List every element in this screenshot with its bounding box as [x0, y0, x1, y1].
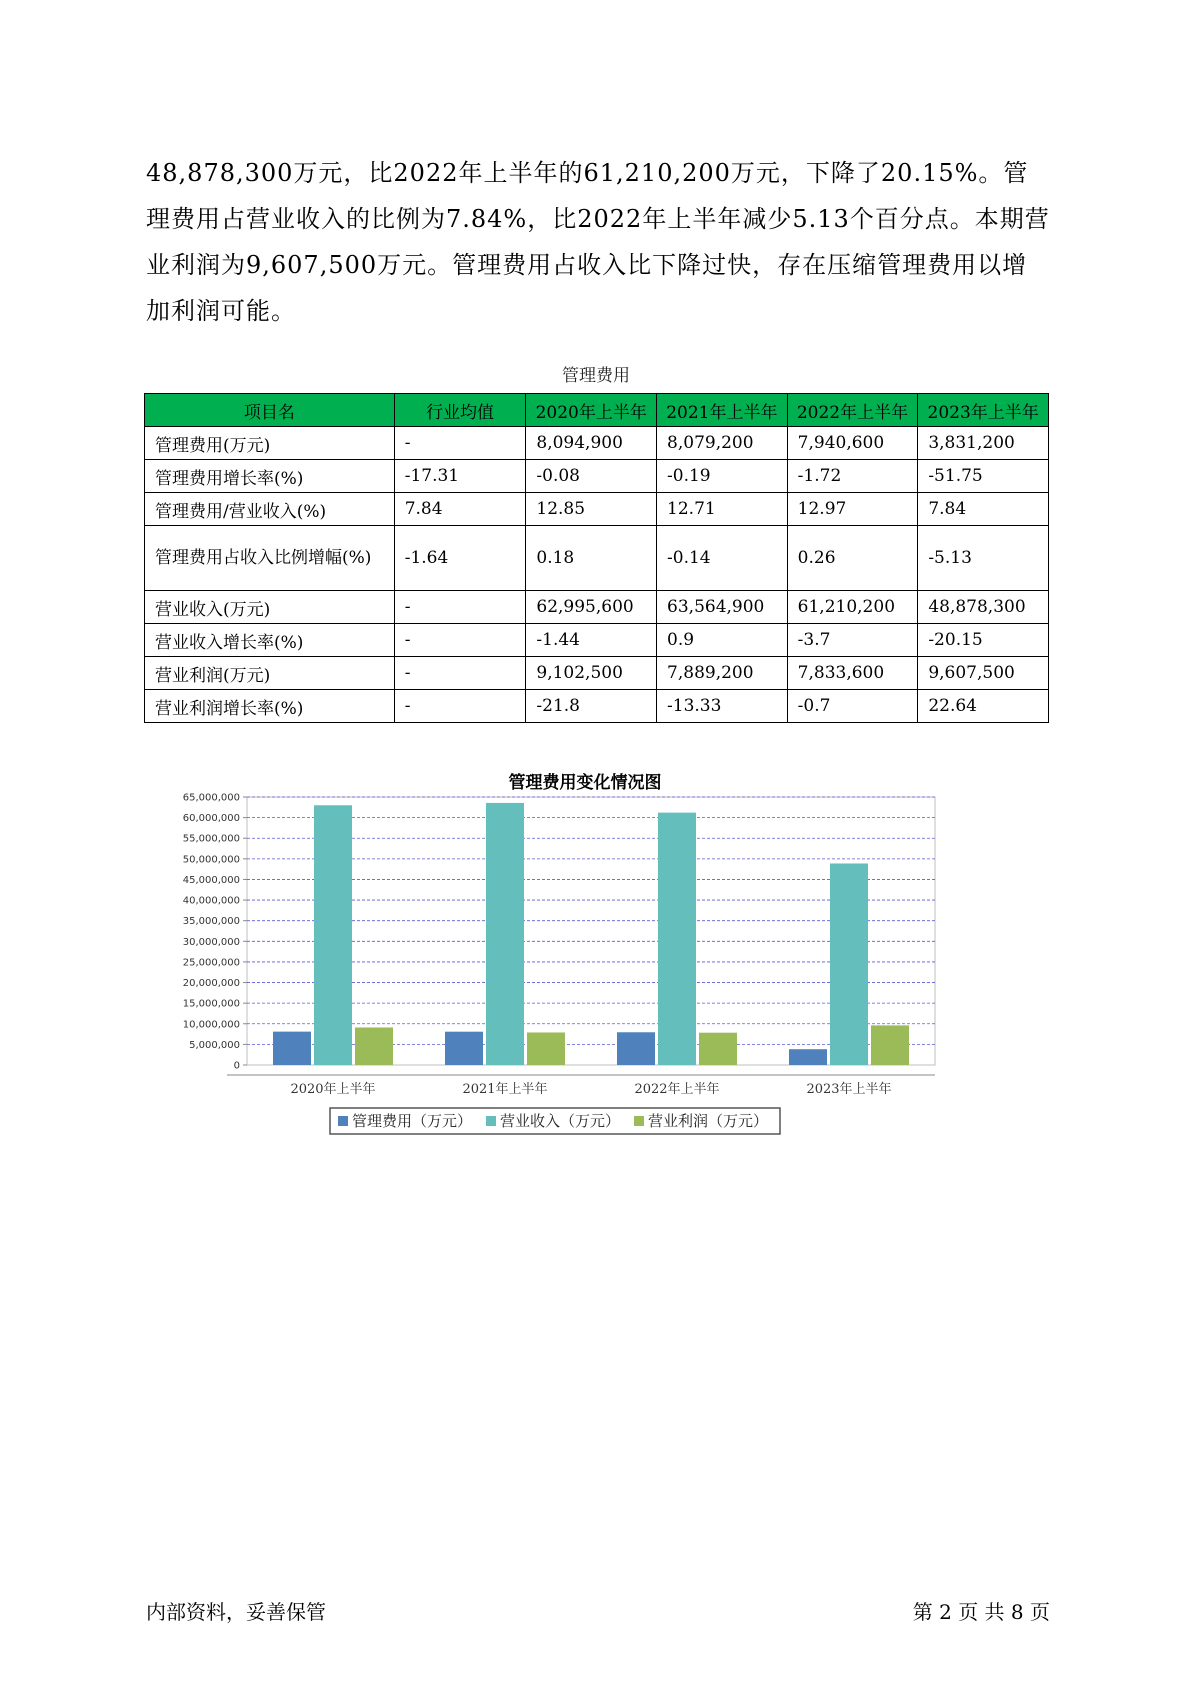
table-cell: 48,878,300 [918, 591, 1049, 624]
x-tick-label: 2021年上半年 [462, 1082, 548, 1097]
y-tick-label: 35,000,000 [182, 916, 240, 928]
header-cell: 2020年上半年 [526, 394, 657, 427]
table-row [145, 526, 1049, 591]
table-cell: -3.7 [787, 624, 918, 657]
table-cell: 管理费用/营业收入(%) [145, 493, 395, 526]
table-cell: 营业收入增长率(%) [145, 624, 395, 657]
table-cell: -0.08 [526, 460, 657, 493]
bar [314, 805, 352, 1065]
y-tick-label: 25,000,000 [182, 957, 240, 969]
header-cell: 2021年上半年 [657, 394, 788, 427]
header-cell: 行业均值 [394, 394, 526, 427]
table-cell: -1.44 [526, 624, 657, 657]
footer-confidential-note: 内部资料，妥善保管 [146, 1600, 326, 1624]
table-cell: 9,607,500 [918, 657, 1049, 690]
table-cell: 管理费用占收入比例增幅(%) [145, 526, 395, 591]
table-cell: 管理费用(万元) [145, 427, 395, 460]
table-cell: 3,831,200 [918, 427, 1049, 460]
bar [273, 1032, 311, 1065]
x-tick-label: 2023年上半年 [806, 1082, 892, 1097]
table-cell: - [394, 591, 526, 624]
y-tick-label: 10,000,000 [182, 1019, 240, 1031]
bar [789, 1049, 827, 1065]
y-tick-label: 15,000,000 [182, 998, 240, 1010]
table-cell: 管理费用增长率(%) [145, 460, 395, 493]
header-cell: 2022年上半年 [787, 394, 918, 427]
bar [486, 803, 524, 1065]
table-cell: 22.64 [918, 690, 1049, 723]
table-cell: 7.84 [394, 493, 526, 526]
table-cell: -20.15 [918, 624, 1049, 657]
table-cell: 7,889,200 [657, 657, 788, 690]
bar [445, 1032, 483, 1065]
bar [830, 863, 868, 1065]
table-row [145, 657, 1049, 690]
table-cell: -21.8 [526, 690, 657, 723]
expense-table [144, 393, 1049, 723]
y-tick-label: 5,000,000 [189, 1039, 240, 1051]
table-cell: -0.7 [787, 690, 918, 723]
table-cell: 8,079,200 [657, 427, 788, 460]
table-cell: 营业利润(万元) [145, 657, 395, 690]
table-cell: 7.84 [918, 493, 1049, 526]
legend-label: 营业利润（万元） [648, 1112, 769, 1130]
x-tick-label: 2020年上半年 [290, 1082, 376, 1097]
table-cell: 62,995,600 [526, 591, 657, 624]
table-cell: 7,833,600 [787, 657, 918, 690]
body-paragraph: 48,878,300万元，比2022年上半年的61,210,200万元，下降了20.15%。管理费用占营业收入的比例为7.84%，比2022年上半年减少5.13个百分点。本期营业利润为9,607,500万元。管理费用占收入比下降过快，存在压缩管理费用以增加利润可能。 [146, 159, 1050, 325]
table-cell: 12.85 [526, 493, 657, 526]
footer-page-number: 第 2 页 共 8 页 [912, 1600, 1050, 1624]
table-row [145, 690, 1049, 723]
y-tick-label: 50,000,000 [182, 854, 240, 866]
y-tick-label: 65,000,000 [182, 792, 240, 804]
table-cell: 9,102,500 [526, 657, 657, 690]
table-cell: 0.26 [787, 526, 918, 591]
table-title: 管理费用 [562, 366, 630, 386]
table-cell: -13.33 [657, 690, 788, 723]
table-cell: -5.13 [918, 526, 1049, 591]
table-cell: 0.18 [526, 526, 657, 591]
expense-bar-chart [140, 770, 1020, 1240]
y-tick-label: 55,000,000 [182, 833, 240, 845]
table-cell: - [394, 690, 526, 723]
bar [658, 813, 696, 1065]
bar [699, 1033, 737, 1065]
legend-swatch [338, 1116, 348, 1126]
bar [527, 1032, 565, 1065]
y-tick-label: 40,000,000 [182, 895, 240, 907]
table-cell: -51.75 [918, 460, 1049, 493]
table-cell: 12.71 [657, 493, 788, 526]
table-cell: - [394, 624, 526, 657]
y-tick-label: 30,000,000 [182, 936, 240, 948]
table-row [145, 493, 1049, 526]
table-row [145, 624, 1049, 657]
x-tick-label: 2022年上半年 [634, 1082, 720, 1097]
table-cell: 0.9 [657, 624, 788, 657]
table-cell: -0.19 [657, 460, 788, 493]
header-cell: 2023年上半年 [918, 394, 1049, 427]
table-cell: - [394, 427, 526, 460]
bar [355, 1027, 393, 1065]
table-cell: - [394, 657, 526, 690]
table-row [145, 427, 1049, 460]
y-tick-label: 0 [233, 1060, 240, 1072]
legend-swatch [486, 1116, 496, 1126]
table-cell: 8,094,900 [526, 427, 657, 460]
table-cell: 12.97 [787, 493, 918, 526]
legend-label: 营业收入（万元） [500, 1112, 621, 1130]
table-cell: -1.64 [394, 526, 526, 591]
y-tick-label: 20,000,000 [182, 978, 240, 990]
legend-label: 管理费用（万元） [352, 1112, 473, 1130]
table-cell: 61,210,200 [787, 591, 918, 624]
header-cell: 项目名 [145, 394, 395, 427]
table-cell: 营业收入(万元) [145, 591, 395, 624]
table-cell: -1.72 [787, 460, 918, 493]
chart-title: 管理费用变化情况图 [508, 773, 662, 793]
y-tick-label: 60,000,000 [182, 813, 240, 825]
table-cell: 63,564,900 [657, 591, 788, 624]
bar [617, 1032, 655, 1065]
table-row [145, 460, 1049, 493]
bar [871, 1025, 909, 1065]
legend-swatch [634, 1116, 644, 1126]
table-cell: 营业利润增长率(%) [145, 690, 395, 723]
y-tick-label: 45,000,000 [182, 874, 240, 886]
table-header-row [145, 394, 1049, 427]
table-cell: -0.14 [657, 526, 788, 591]
table-row [145, 591, 1049, 624]
table-cell: 7,940,600 [787, 427, 918, 460]
table-cell: -17.31 [394, 460, 526, 493]
